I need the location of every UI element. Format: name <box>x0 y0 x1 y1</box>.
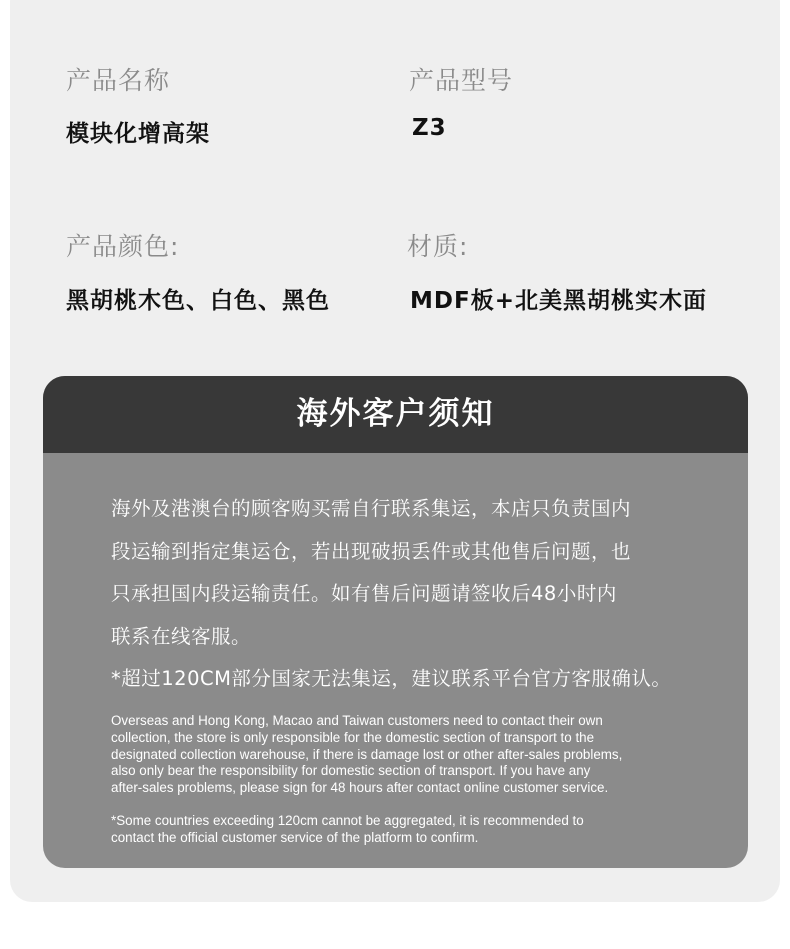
material-value: MDF板+北美黑胡桃实木面 <box>410 288 707 314</box>
product-name-value: 模块化增高架 <box>66 121 210 147</box>
product-color-label: 产品颜色: <box>66 232 180 261</box>
notice-en-line: after-sales problems, please sign for 48 hours after contact online customer service. <box>111 780 609 796</box>
notice-chinese-text <box>111 488 731 701</box>
notice-cn-line: 海外及港澳台的顾客购买需自行联系集运，本店只负责国内 <box>111 497 632 520</box>
material-label: 材质: <box>407 232 469 261</box>
overseas-notice-box <box>43 376 748 868</box>
notice-cn-line: 联系在线客服。 <box>111 624 252 648</box>
product-color-value: 黑胡桃木色、白色、黑色 <box>66 288 330 314</box>
notice-cn-line: 只承担国内段运输责任。如有售后问题请签收后48小时内 <box>111 582 617 605</box>
notice-en-note-line: contact the official customer service of the platform to confirm. <box>111 829 479 845</box>
notice-en-line: collection, the store is only responsible for the domestic section of transport to the <box>111 729 595 745</box>
notice-en-line: Overseas and Hong Kong, Macao and Taiwan customers need to contact their own <box>111 713 603 728</box>
product-model-label: 产品型号 <box>409 66 514 95</box>
product-model-value: Z3 <box>412 115 447 141</box>
notice-en-note-line: *Some countries exceeding 120cm cannot be aggregated, it is recommended to <box>111 812 584 828</box>
notice-en-line: designated collection warehouse, if there is damage lost or other after-sales problems, <box>111 746 623 762</box>
notice-title: 海外客户须知 <box>43 376 748 453</box>
product-name-label: 产品名称 <box>66 66 171 95</box>
notice-english-text <box>111 713 731 847</box>
notice-en-line: also only bear the responsibility for domestic section of transport. If you have any <box>111 763 591 779</box>
notice-cn-note: *超过120CM部分国家无法集运，建议联系平台官方客服确认。 <box>111 667 672 690</box>
notice-cn-line: 段运输到指定集运仓，若出现破损丢件或其他售后问题，也 <box>111 539 632 563</box>
